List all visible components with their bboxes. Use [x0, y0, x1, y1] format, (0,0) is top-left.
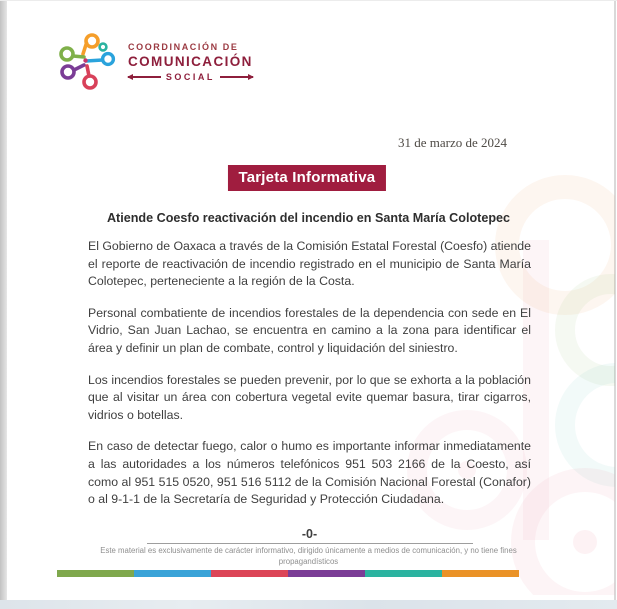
stripe-segment — [288, 570, 365, 577]
logo-line-social — [128, 72, 253, 82]
document-date: 31 de marzo de 2024 — [397, 135, 507, 150]
disclaimer-line-2: propagandísticos — [278, 556, 339, 566]
stripe-segment — [442, 570, 519, 577]
stripe-segment — [57, 570, 134, 577]
footer-stripe — [57, 570, 519, 577]
footer-divider — [147, 543, 473, 544]
footer-disclaimer — [66, 546, 551, 568]
page-top-edge — [0, 0, 617, 1]
logo-wordmark — [128, 42, 253, 82]
disclaimer-line-1: Este material es exclusivamente de carácter informativo, dirigido únicamente a medios de comunicación, y no tiene fines — [100, 546, 517, 555]
right-arrow-line — [220, 76, 253, 77]
end-mark: -0- — [301, 526, 318, 541]
paragraph-3: Los incendios forestales se pueden prevenir, por lo que se exhorta a la población que al visitar un área con cobertura vegetal evite quemar basura, tirar cigarros, vidrios o botellas. — [88, 372, 531, 422]
viewer-bottom-gap — [0, 600, 617, 609]
banner — [227, 165, 386, 191]
stripe-segment — [134, 570, 211, 577]
headline: Atiende Coesfo reactivación del incendio en Santa María Colotepec — [106, 211, 511, 225]
left-arrow-line — [128, 76, 161, 77]
logo-social-label: SOCIAL — [165, 72, 215, 82]
paragraph-2: Personal combatiente de incendios forestales de la dependencia con sede en El Vidrio, San Juan Lachao, se encuentra en camino a la zona para identificar el área y definir un plan de combate, control y liquidación del siniestro. — [88, 305, 531, 355]
stripe-segment — [211, 570, 288, 577]
banner-label: Tarjeta Informativa — [238, 169, 376, 186]
logo-line-coordinacion: COORDINACIÓN DE — [128, 42, 239, 52]
paragraph-4: En caso de detectar fuego, calor o humo es importante informar inmediatamente a las autoridades a los números telefónicos 951 503 2166 de la Coesto, así como al 951 515 0520, 951 516 5112 de la Comisión Nacional Forestal (Conafor) o al 9-1-1 de la Secretaría de Seguridad y Protección Ciudadana. — [88, 439, 531, 507]
stripe-segment — [365, 570, 442, 577]
page-right-edge — [614, 0, 616, 600]
paragraph-1: El Gobierno de Oaxaca a través de la Comisión Estatal Forestal (Coesfo) atiende el reporte de reactivación de incendio registrado en el municipio de Santa María Colotepec, perteneciente a la región de la Costa. — [88, 239, 531, 289]
communication-pinwheel-logo-icon — [56, 30, 120, 94]
body-text — [88, 238, 531, 541]
header-logo — [56, 30, 253, 94]
logo-line-comunicacion: COMUNICACIÓN — [128, 54, 253, 69]
page-left-edge — [0, 0, 7, 600]
